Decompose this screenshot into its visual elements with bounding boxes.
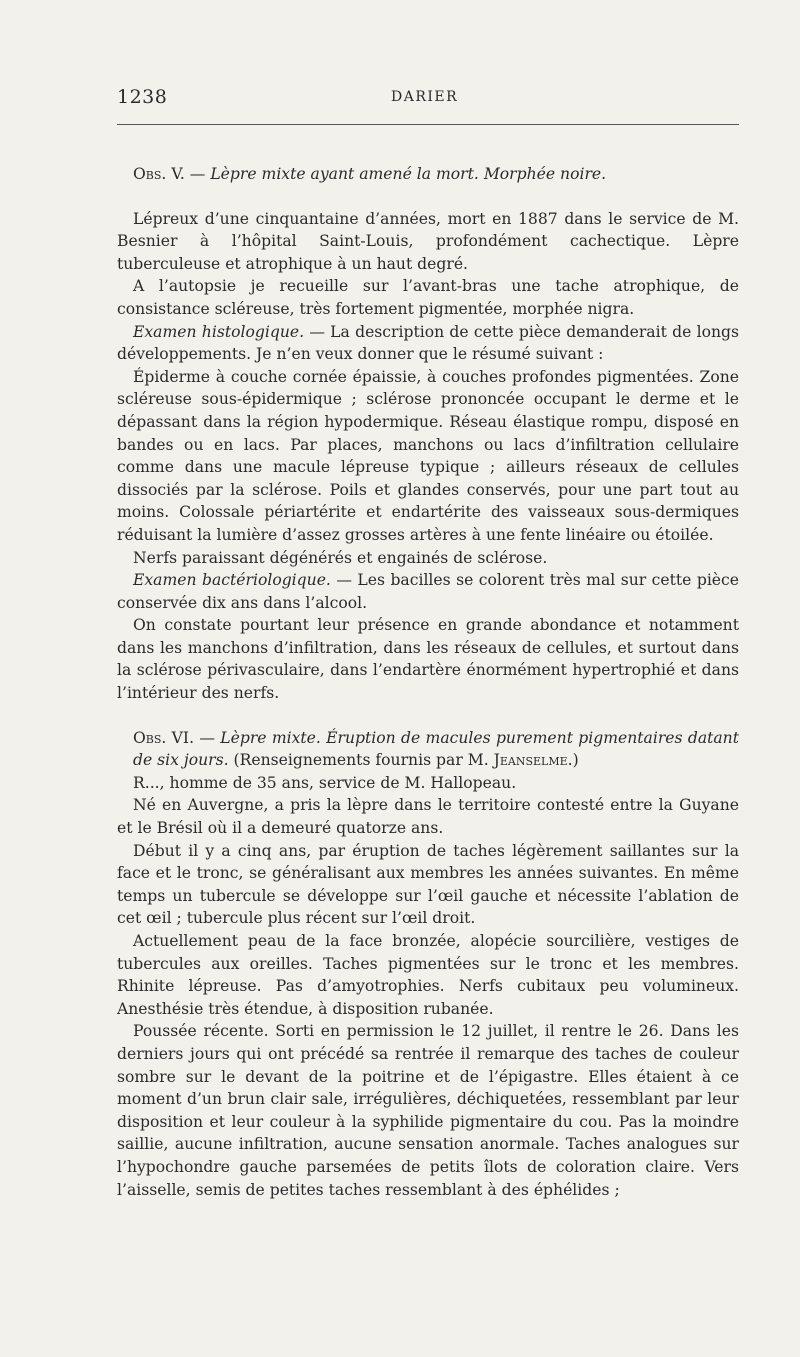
paragraph: Épiderme à couche cornée épaissie, à couches profondes pigmentées. Zone scléreuse sous-épidermique ; sclérose prononcée occupant le derme et le dépassant dans la région hypodermique. Réseau élastique rompu, disposé en bandes ou en lacs. Par places, manchons ou lacs d’infiltration cellulaire comme dans une macule lépreuse typique ; ailleurs réseaux de cellules dissociés par la sclérose. Poils et glandes conservés, pour une part tout au moins. Colossale périartérite et endartérite des vaisseaux sous-dermiques réduisant la lumière d’assez grosses artères à une fente linéaire ou étoilée. (117, 367, 739, 544)
header-rule (117, 124, 739, 125)
paragraph: Actuellement peau de la face bronzée, alopécie sourcilière, vestiges de tubercules aux oreilles. Taches pigmentées sur le tronc et les membres. Rhinite lépreuse. Pas d’amyotrophies. Nerfs cubitaux peu volumineux. Anesthésie très étendue, à disposition rubanée. (117, 932, 739, 1018)
paragraph: Lépreux d’une cinquantaine d’années, mort en 1887 dans le service de M. Besnier à l’hôpital Saint-Louis, profondément cachectique. Lèpre tuberculeuse et atrophique à un haut degré. (117, 209, 739, 273)
obs-6-heading (117, 727, 739, 772)
obs-6-abbr: Obs (133, 728, 162, 747)
running-title: DARIER (391, 89, 459, 105)
obs-6-source-end: .) (567, 751, 579, 770)
section-label: Examen histologique. (133, 322, 305, 341)
paragraph: On constate pourtant leur présence en grande abondance et notamment dans les manchons d’infiltration, dans les réseaux de cellules, et surtout dans la sclérose périvasculaire, dans l’endartère énormément hypertrophié et dans l’intérieur des nerfs. (117, 616, 739, 703)
obs-6-number: . VI. — (161, 728, 221, 747)
paragraph-text: — Les bacilles se colorent très mal sur cette pièce conservée dix ans dans l’alcool. (117, 571, 739, 612)
section-label: Examen bactériologique. (133, 571, 331, 590)
obs-5-title: Lèpre mixte ayant amené la mort. Morphée noire. (210, 165, 607, 183)
paragraph-text: — La description de cette pièce demanderait de longs développements. Je n’en veux donner que le résumé suivant : (117, 322, 740, 364)
paragraph (117, 321, 739, 366)
paragraph: Nerfs paraissant dégénérés et engainés de sclérose. (133, 548, 548, 567)
paragraph: Né en Auvergne, a pris la lèpre dans le territoire contesté entre la Guyane et le Brésil où il a demeuré quatorze ans. (117, 796, 739, 838)
body-text (117, 163, 739, 1201)
obs-5-abbr: Obs (133, 165, 162, 183)
obs-5-number: . V. — (161, 165, 211, 183)
paragraph: Début il y a cinq ans, par éruption de taches légèrement saillantes sur la face et le tronc, se généralisant aux membres les années suivantes. En même temps un tubercule se développe sur l’œil gauche et nécessite l’ablation de cet œil ; tubercule plus récent sur l’œil droit. (117, 841, 739, 928)
page-header (117, 86, 739, 116)
paragraph: Poussée récente. Sorti en permission le 12 juillet, il rentre le 26. Dans les derniers jours qui ont précédé sa rentrée il remarque des taches de couleur sombre sur le devant de la poitrine et de l’épigastre. Elles étaient à ce moment d’un brun clair sale, irrégulières, déchiquetées, ressemblant par leur disposition et leur couleur à la syphilide pigmentaire du cou. Pas la moindre saillie, aucune infiltration, aucune sensation anormale. Taches analogues sur l’hypochondre gauche parsemées de petits îlots de coloration claire. Vers l’aisselle, semis de petites taches ressemblant à des éphélides ; (117, 1022, 739, 1199)
paragraph: A l’autopsie je recueille sur l’avant-bras une tache atrophique, de consistance scléreuse, très fortement pigmentée, morphée nigra. (117, 277, 739, 318)
obs-6-title: Lèpre mixte. Éruption de macules purement pigmentaires datant de six jours. (133, 728, 739, 770)
obs-6-source: (Renseignements fournis par M. (228, 751, 494, 770)
page-number: 1238 (117, 86, 168, 108)
paragraph (117, 569, 739, 614)
obs-5-heading (117, 163, 739, 186)
obs-6-source-name: Jeanselme (493, 751, 568, 770)
paragraph: R..., homme de 35 ans, service de M. Hallopeau. (133, 773, 517, 792)
